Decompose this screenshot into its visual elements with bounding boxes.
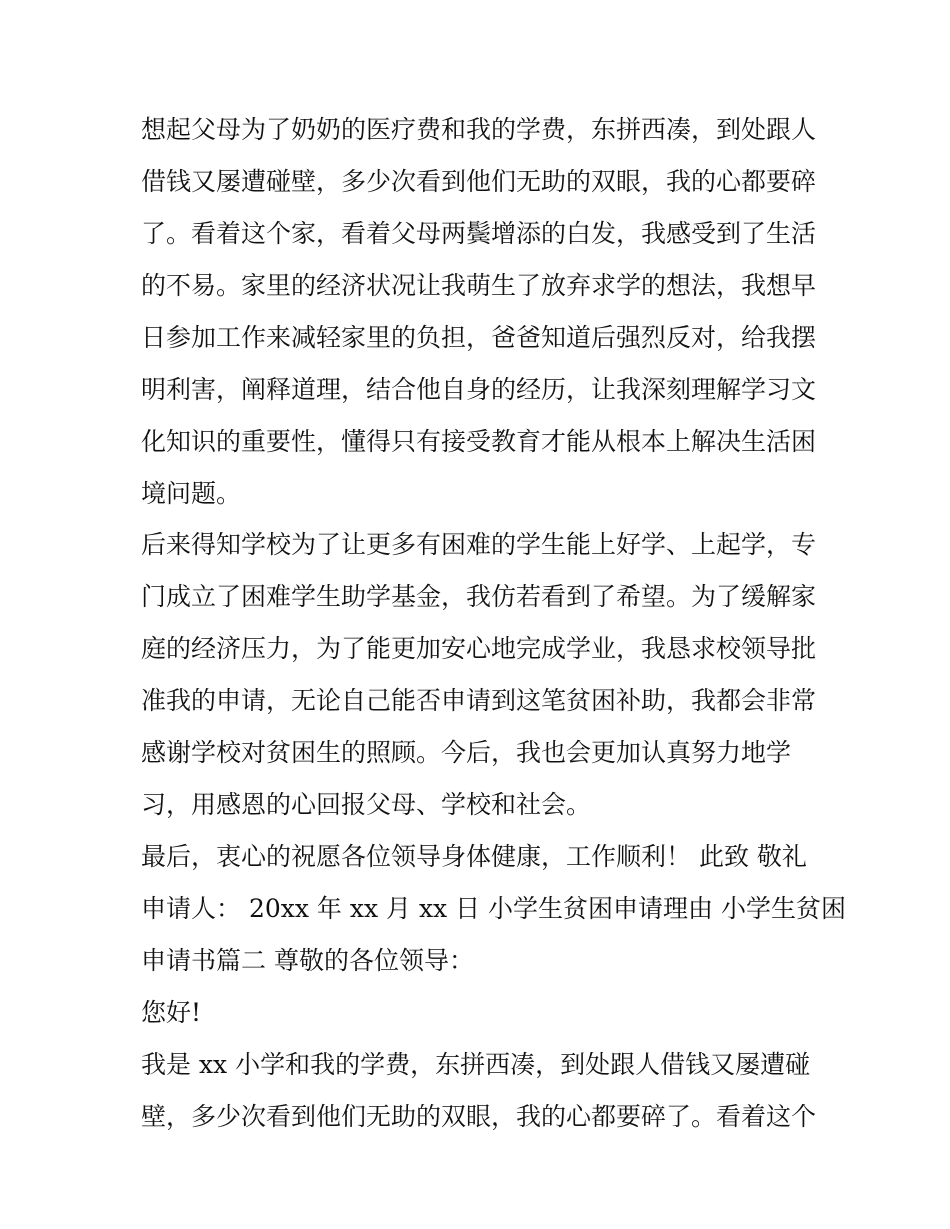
text-line: 最后，衷心的祝愿各位领导身体健康，工作顺利！ 此致 敬礼 <box>141 842 807 871</box>
text-line: 化知识的重要性，懂得只有接受教育才能从根本上解决生活困 <box>141 427 817 456</box>
text-line: 借钱又屡遭碰壁，多少次看到他们无助的双眼，我的心都要碎 <box>141 167 817 196</box>
text-line: 申请人： 20xx 年 xx 月 xx 日 小学生贫困申请理由 小学生贫困 <box>141 894 846 923</box>
text-line: 我是 xx 小学和我的学费，东拼西凑，到处跟人借钱又屡遭碰 <box>141 1050 811 1079</box>
text-line: 庭的经济压力，为了能更加安心地完成学业，我恳求校领导批 <box>141 634 817 663</box>
text-line: 想起父母为了奶奶的医疗费和我的学费，东拼西凑，到处跟人 <box>141 115 817 144</box>
text-line: 申请书篇二 尊敬的各位领导： <box>141 946 474 975</box>
text-line: 的不易。家里的经济状况让我萌生了放弃求学的想法，我想早 <box>141 271 817 300</box>
text-line: 了。看着这个家，看着父母两鬓增添的白发，我感受到了生活 <box>141 219 817 248</box>
text-line: 境问题。 <box>141 479 242 508</box>
text-line: 习，用感恩的心回报父母、学校和社会。 <box>141 790 592 819</box>
text-line: 日参加工作来减轻家里的负担，爸爸知道后强烈反对，给我摆 <box>141 323 817 352</box>
text-line: 感谢学校对贫困生的照顾。今后，我也会更加认真努力地学 <box>141 738 792 767</box>
text-line: 您好! <box>141 998 202 1027</box>
text-line: 明利害，阐释道理，结合他自身的经历，让我深刻理解学习文 <box>141 375 817 404</box>
text-line: 后来得知学校为了让更多有困难的学生能上好学、上起学，专 <box>141 530 817 559</box>
text-line: 壁，多少次看到他们无助的双眼，我的心都要碎了。看着这个 <box>141 1102 817 1131</box>
text-line: 准我的申请，无论自己能否申请到这笔贫困补助，我都会非常 <box>141 686 817 715</box>
text-line: 门成立了困难学生助学基金，我仿若看到了希望。为了缓解家 <box>141 582 817 611</box>
